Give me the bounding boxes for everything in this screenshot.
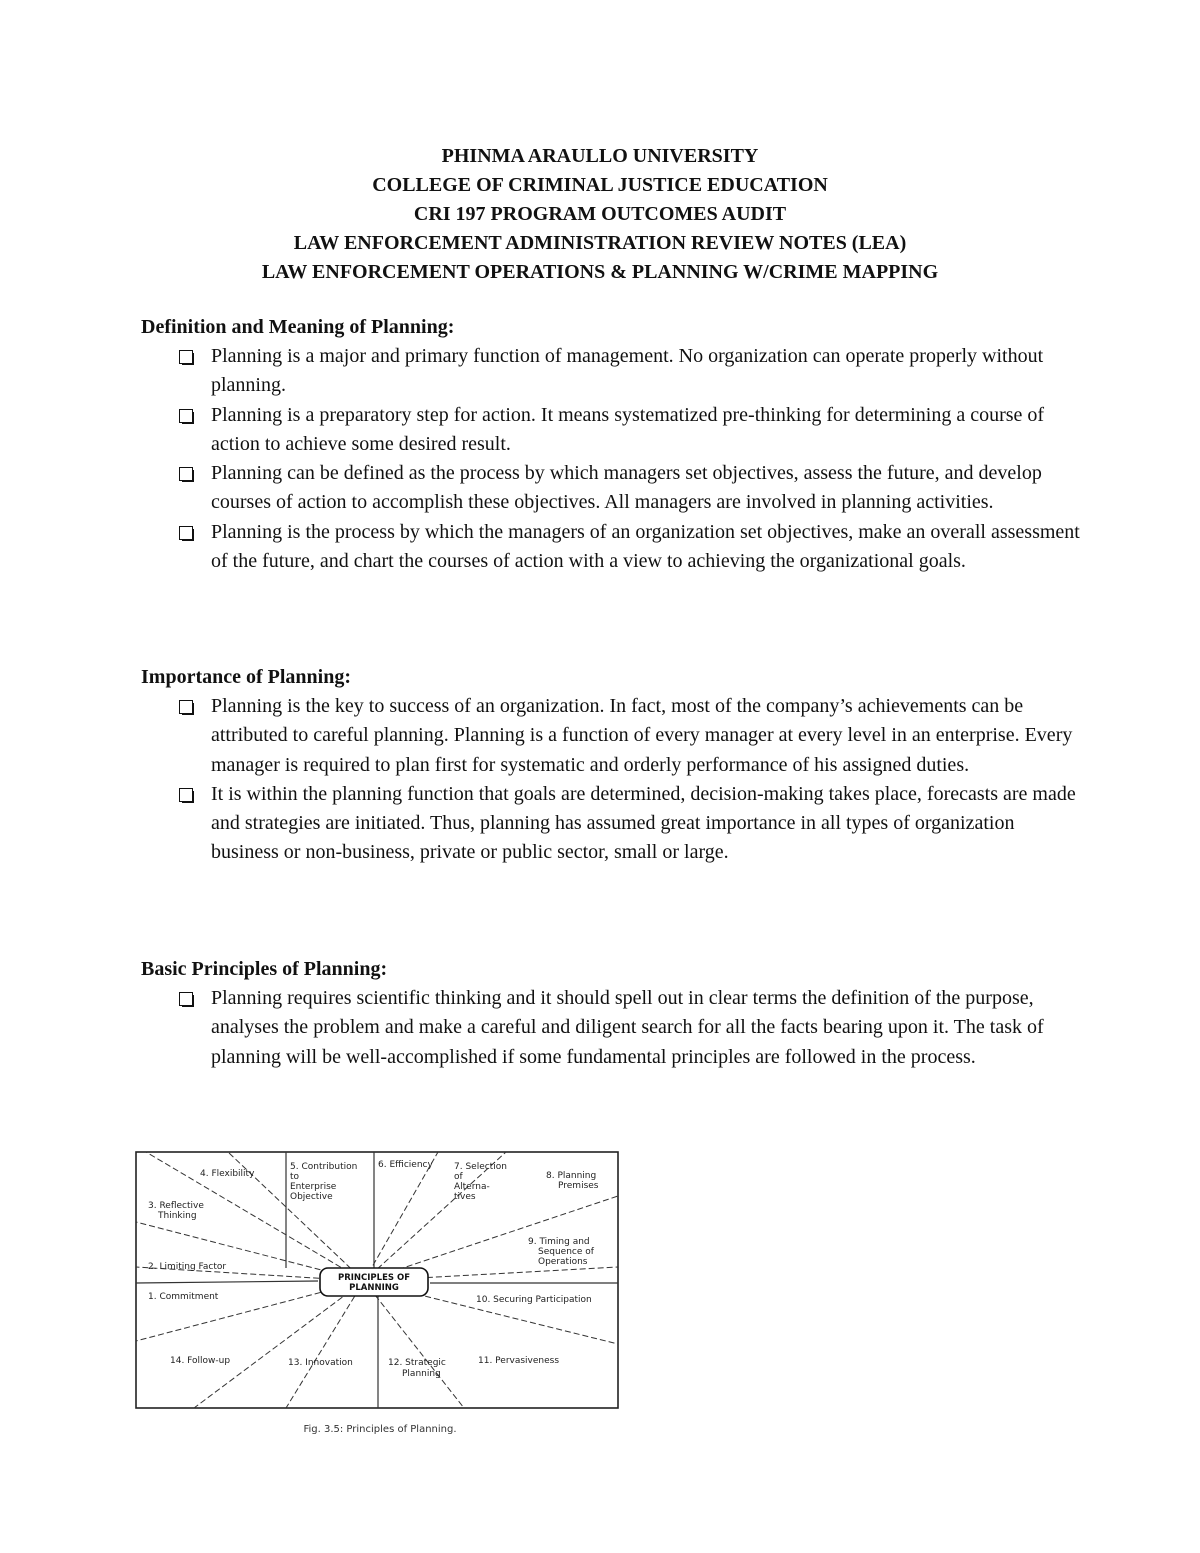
course-title: CRI 197 PROGRAM OUTCOMES AUDIT [413,203,787,225]
section-title: Definition and Meaning of Planning: [141,316,455,338]
principle-contribution-line1: 5. Contribution [290,1162,358,1172]
principle-selection-line3: Alterna- [454,1182,490,1192]
principle-innovation: 13. Innovation [288,1358,353,1368]
list-item [141,401,1081,460]
list-item-text: Planning can be defined as the process by which managers set objectives, assess the future, and develop courses of action to accomplish these objectives. All managers are involved in planning activities. [211,462,1042,514]
list-item [141,459,1081,518]
section-principles [141,955,1081,1072]
center-label-line1: PRINCIPLES OF [337,1273,411,1283]
center-label-line2: PLANNING [349,1283,399,1293]
principle-premises-line2: Premises [558,1181,599,1191]
bullet-list [141,342,1081,576]
principle-strategic-line1: 12. Strategic [388,1358,446,1368]
principle-timing-line3: Operations [538,1257,588,1267]
principle-securing-participation: 10. Securing Participation [476,1295,592,1305]
section-title: Basic Principles of Planning: [141,958,388,980]
university-name: PHINMA ARAULLO UNIVERSITY [441,145,759,167]
principle-selection-line2: of [454,1172,463,1182]
principle-commitment: 1. Commitment [148,1292,219,1302]
section-title: Importance of Planning: [141,666,351,688]
principle-premises-line1: 8. Planning [546,1171,597,1181]
list-item [141,692,1081,780]
list-item [141,780,1081,868]
principle-strategic-line2: Planning [402,1369,441,1379]
principle-pervasiveness: 11. Pervasiveness [478,1356,560,1366]
list-item [141,342,1081,401]
list-item [141,984,1081,1072]
principle-efficiency: 6. Efficiency [378,1160,433,1170]
checkbox-bullet-icon [179,350,193,364]
principle-reflective-line2: Thinking [158,1211,197,1221]
principle-reflective-line1: 3. Reflective [148,1201,204,1211]
list-item-text: It is within the planning function that goals are determined, decision-making takes place, forecasts are made and strategies are initiated. Thus, planning has assumed great importance in all types of organization business or non-business, private or public sector, small or large. [211,782,1076,864]
list-item [141,518,1081,577]
list-item-text: Planning requires scientific thinking and it should spell out in clear terms the definition of the purpose, analyses the problem and make a careful and diligent search for all the facts bearing upon it. The task of planning will be well-accomplished if some fundamental principles are followed in the process. [211,987,1044,1068]
list-item-text: Planning is a major and primary function of management. No organization can operate properly without planning. [211,345,1044,397]
college-name: COLLEGE OF CRIMINAL JUSTICE EDUCATION [372,174,828,196]
principle-selection-line4: tives [454,1192,476,1202]
section-importance [141,663,1081,868]
diagram-svg [134,1148,622,1410]
principle-follow-up: 14. Follow-up [170,1356,231,1366]
list-item-text: Planning is the process by which the managers of an organization set objectives, make an overall assessment of the future, and chart the courses of action with a view to achieving the organizational goals. [211,520,1080,573]
review-notes-title: LAW ENFORCEMENT ADMINISTRATION REVIEW NOTES (LEA) [293,232,907,254]
checkbox-bullet-icon [179,409,193,423]
bullet-list [141,692,1081,868]
checkbox-bullet-icon [179,992,193,1006]
list-item-text: Planning is the key to success of an organization. In fact, most of the company’s achievements can be attributed to careful planning. Planning is a function of every manager at every level in an enterprise. Every manager is required to plan first for systematic and orderly performance of his assigned duties. [211,695,1073,776]
document-header [0,142,1200,287]
principle-contribution-line2: to [290,1172,300,1182]
principle-contribution-line4: Objective [290,1192,333,1202]
checkbox-bullet-icon [179,700,193,714]
figure-caption: Fig. 3.5: Principles of Planning. [303,1424,457,1435]
principle-timing-line1: 9. Timing and [528,1237,590,1247]
checkbox-bullet-icon [179,788,193,802]
topic-title: LAW ENFORCEMENT OPERATIONS & PLANNING W/CRIME MAPPING [261,261,939,283]
principle-timing-line2: Sequence of [538,1247,594,1257]
checkbox-bullet-icon [179,467,193,481]
principle-selection-line1: 7. Selection [454,1162,507,1172]
principle-limiting-factor: 2. Limiting Factor [148,1262,227,1272]
list-item-text: Planning is a preparatory step for action. It means systematized pre-thinking for determining a course of action to achieve some desired result. [211,403,1045,455]
checkbox-bullet-icon [179,526,193,540]
principle-flexibility: 4. Flexibility [200,1169,255,1179]
principle-contribution-line3: Enterprise [290,1182,337,1192]
bullet-list [141,984,1081,1072]
principles-of-planning-diagram [134,1148,622,1410]
section-definition [141,313,1081,576]
